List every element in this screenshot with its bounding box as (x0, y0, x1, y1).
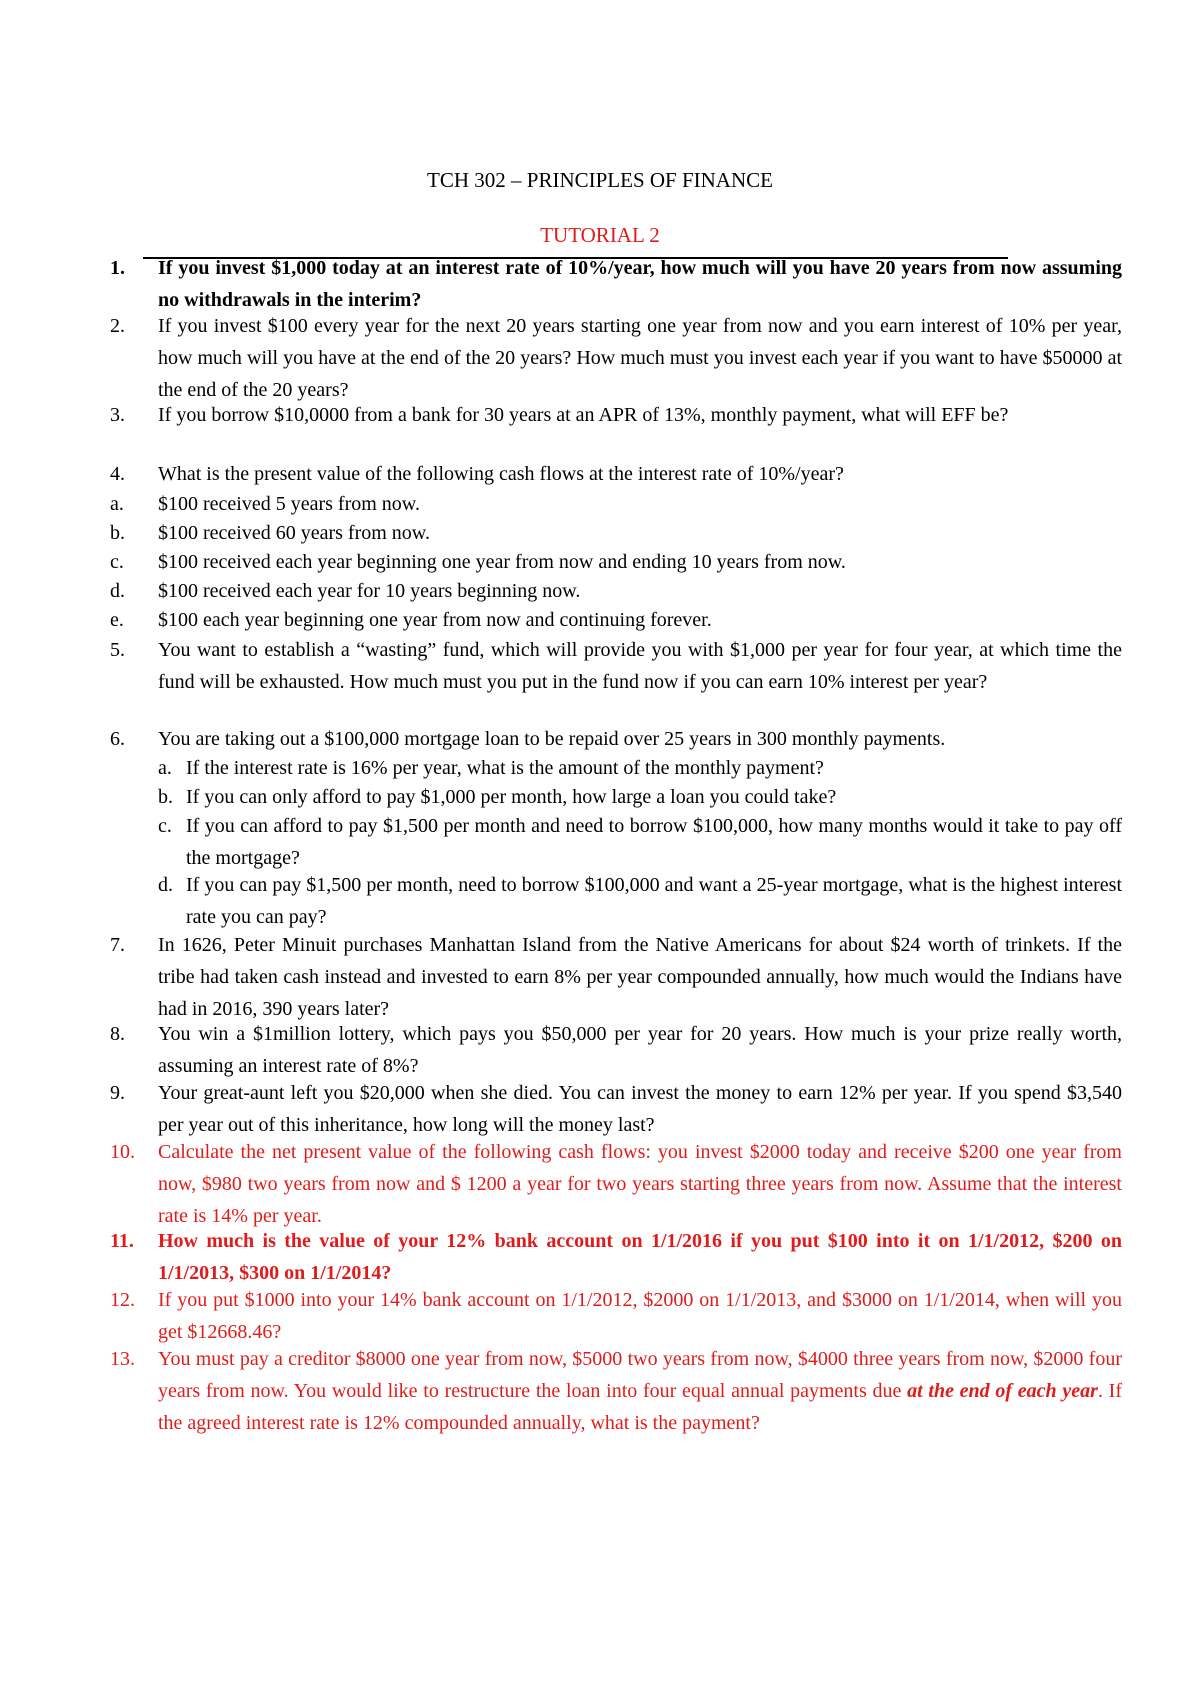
question-number: 1. (110, 257, 125, 279)
question-11 (110, 1225, 1122, 1289)
question-6b (158, 781, 1122, 813)
question-text: If you invest $100 every year for the next 20 years starting one year from now and you earn interest of 10% per year, how much will you have at the end of the 20 years? How much must you invest each year if you want to have $50000 at the end of the 20 years? (158, 315, 1122, 401)
question-8 (110, 1018, 1122, 1082)
question-6a (158, 752, 1122, 784)
item-letter: c. (110, 551, 124, 573)
item-text: $100 received 60 years from now. (158, 522, 430, 544)
question-4d (110, 575, 1122, 607)
question-6d (158, 869, 1122, 933)
question-4 (110, 458, 1122, 490)
question-number: 9. (110, 1082, 125, 1104)
question-13 (110, 1343, 1122, 1439)
question-text: If you borrow $10,0000 from a bank for 30 years at an APR of 13%, monthly payment, what will EFF be? (158, 404, 1009, 426)
question-9 (110, 1077, 1122, 1141)
question-text (158, 1343, 1122, 1439)
page-subtitle: TUTORIAL 2 (540, 223, 660, 247)
question-number: 2. (110, 315, 125, 337)
item-letter: c. (158, 815, 172, 837)
question-text: Calculate the net present value of the following cash flows: you invest $2000 today and receive $200 one year from now, $980 two years from now and $ 1200 a year for two years starting three years from now. Assume that the interest rate is 14% per year. (158, 1141, 1122, 1227)
question-text: Your great-aunt left you $20,000 when she died. You can invest the money to earn 12% per year. If you spend $3,540 per year out of this inheritance, how long will the money last? (158, 1082, 1122, 1136)
question-text-part: . If the agreed interest rate is 12% compounded annually, what is the payment? (158, 1380, 1123, 1434)
item-text: If you can pay $1,500 per month, need to borrow $100,000 and want a 25-year mortgage, what is the highest interest rate you can pay? (186, 874, 1122, 928)
question-number: 13. (110, 1348, 135, 1370)
question-number: 10. (110, 1141, 135, 1163)
question-4e (110, 604, 1122, 636)
item-text: $100 received each year for 10 years beginning now. (158, 580, 581, 602)
question-1 (110, 252, 1122, 316)
question-number: 6. (110, 728, 125, 750)
item-letter: b. (158, 786, 173, 808)
question-7 (110, 929, 1122, 1025)
question-number: 5. (110, 639, 125, 661)
question-6c (158, 810, 1122, 874)
question-text: You want to establish a “wasting” fund, which will provide you with $1,000 per year for four year, at which time the fund will be exhausted. How much must you put in the fund now if you can earn 10% interest per year? (158, 639, 1122, 693)
question-text-part: You must pay a creditor $8000 one year from now, $5000 two years from now, $4000 three years from now, $2000 four years from now. You would like to restructure the loan into four equal annual payments due (158, 1348, 1122, 1402)
question-2 (110, 310, 1122, 406)
question-number: 4. (110, 463, 125, 485)
question-number: 11. (110, 1230, 134, 1252)
question-6 (110, 723, 1122, 755)
question-5 (110, 634, 1122, 698)
question-text: How much is the value of your 12% bank account on 1/1/2016 if you put $100 into it on 1/1/2012, $200 on 1/1/2013, $300 on 1/1/2014? (158, 1230, 1122, 1284)
item-letter: d. (110, 580, 125, 602)
item-letter: d. (158, 874, 173, 896)
item-text: If the interest rate is 16% per year, what is the amount of the monthly payment? (186, 757, 824, 779)
item-letter: a. (158, 757, 172, 779)
question-number: 8. (110, 1023, 125, 1045)
question-4a (110, 488, 1122, 520)
question-number: 12. (110, 1289, 135, 1311)
item-text: $100 received 5 years from now. (158, 493, 420, 515)
question-text: You win a $1million lottery, which pays you $50,000 per year for 20 years. How much is your prize really worth, assuming an interest rate of 8%? (158, 1023, 1122, 1077)
question-4b (110, 517, 1122, 549)
question-text: What is the present value of the following cash flows at the interest rate of 10%/year? (158, 463, 844, 485)
question-number: 7. (110, 934, 125, 956)
question-12 (110, 1284, 1122, 1348)
item-text: $100 each year beginning one year from now and continuing forever. (158, 609, 712, 631)
item-letter: e. (110, 609, 124, 631)
question-text: If you put $1000 into your 14% bank account on 1/1/2012, $2000 on 1/1/2013, and $3000 on 1/1/2014, when will you get $12668.46? (158, 1289, 1122, 1343)
question-number: 3. (110, 404, 125, 426)
item-text: $100 received each year beginning one year from now and ending 10 years from now. (158, 551, 846, 573)
question-4c (110, 546, 1122, 578)
question-10 (110, 1136, 1122, 1232)
question-text: You are taking out a $100,000 mortgage loan to be repaid over 25 years in 300 monthly payments. (158, 728, 946, 750)
page-title: TCH 302 – PRINCIPLES OF FINANCE (427, 168, 773, 192)
item-letter: a. (110, 493, 124, 515)
question-text: If you invest $1,000 today at an interest rate of 10%/year, how much will you have 20 years from now assuming no withdrawals in the interim? (158, 257, 1122, 311)
item-text: If you can afford to pay $1,500 per month and need to borrow $100,000, how many months would it take to pay off the mortgage? (186, 815, 1122, 869)
question-text: In 1626, Peter Minuit purchases Manhattan Island from the Native Americans for about $24 worth of trinkets. If the tribe had taken cash instead and invested to earn 8% per year compounded annually, how much would the Indians have had in 2016, 390 years later? (158, 934, 1122, 1020)
question-text-emphasis: at the end of each year (907, 1380, 1098, 1402)
item-text: If you can only afford to pay $1,000 per month, how large a loan you could take? (186, 786, 837, 808)
item-letter: b. (110, 522, 125, 544)
question-3 (110, 399, 1122, 431)
